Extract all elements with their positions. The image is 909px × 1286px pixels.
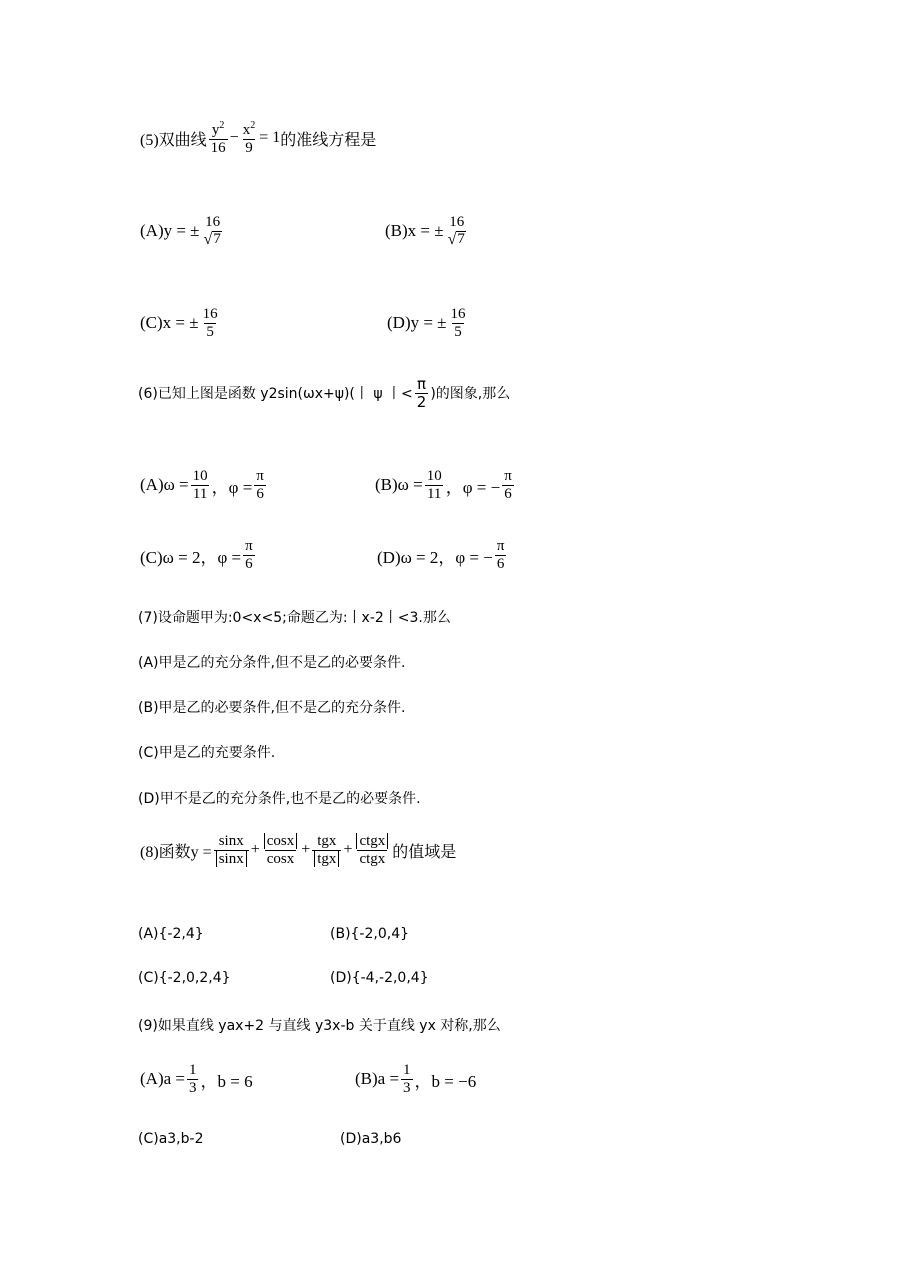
q5-fraction-y: $\frac{y^2}{16}$ [210, 120, 226, 156]
q7-option-b: (B)甲是乙的必要条件,但不是乙的充分条件. [138, 700, 406, 716]
q6-option-c: (C)ω = 2，φ = $\frac{\pi}{6}$ [140, 538, 253, 572]
q8-stem: (8)函数y = $\frac{\sin x}{\sin x}$ + $\frac{\cos x}{\cos x}$ + $\frac{\text{tgx}}{\text{tgx}}$ + $\frac{\text{ctgx}}{\text{ctgx}}$ 的值域是 [140, 833, 457, 867]
q9-option-d: (D)a3,b6 [340, 1131, 402, 1147]
q7-stem: (7)设命题甲为:0<x<5;命题乙为:丨x-2丨<3.那么 [138, 610, 451, 626]
q6-option-b: (B)ω = $\frac{10}{11}$ ，φ = − $\frac{\pi}{6}$ [375, 468, 512, 502]
q5-option-d: (D)y = ± $\frac{16}{5}$ [387, 306, 466, 340]
q7-option-d: (D)甲不是乙的充分条件,也不是乙的必要条件. [138, 791, 421, 807]
q5-stem: (5)双曲线 $\frac{y^2}{16}$ − $\frac{x^2}{9}$ = 1 的准线方程是 [140, 120, 377, 156]
q6-stem: (6)已知上图是函数 y2sin(ωx+ψ)(丨 ψ 丨< $\frac{\pi}{2}$ )的图象,那么 [138, 375, 511, 411]
q9-stem: (9)如果直线 yax+2 与直线 y3x-b 关于直线 yx 对称,那么 [138, 1018, 501, 1034]
q6-option-a: (A)ω = $\frac{10}{11}$ ，φ = $\frac{\pi}{6}$ [140, 468, 264, 502]
q5-option-b: (B)x = ± 16 √ 7 [385, 214, 465, 248]
q5-suffix: 的准线方程是 [280, 131, 377, 149]
q9-option-a: (A)a = $\frac{1}{3}$ ，b = 6 [140, 1062, 253, 1096]
q6-option-d: (D)ω = 2，φ = − $\frac{\pi}{6}$ [377, 538, 505, 572]
q5-prefix: (5)双曲线 [140, 131, 207, 149]
q9-option-c: (C)a3,b-2 [138, 1131, 204, 1147]
q8-option-c: (C){-2,0,2,4} [138, 970, 231, 986]
q8-option-d: (D){-4,-2,0,4} [330, 970, 429, 986]
q7-option-a: (A)甲是乙的充分条件,但不是乙的必要条件. [138, 655, 406, 671]
q5-fraction-x: $\frac{x^2}{9}$ [242, 120, 256, 156]
q9-option-b: (B)a = $\frac{1}{3}$ ，b = −6 [355, 1062, 477, 1096]
q5-option-c: (C)x = ± $\frac{16}{5}$ [140, 306, 218, 340]
q8-option-a: (A){-2,4} [138, 926, 204, 942]
q7-option-c: (C)甲是乙的充要条件. [138, 745, 276, 761]
q8-option-b: (B){-2,0,4} [330, 926, 410, 942]
q5-option-a: (A)y = ± 16 √ 7 [140, 214, 221, 248]
